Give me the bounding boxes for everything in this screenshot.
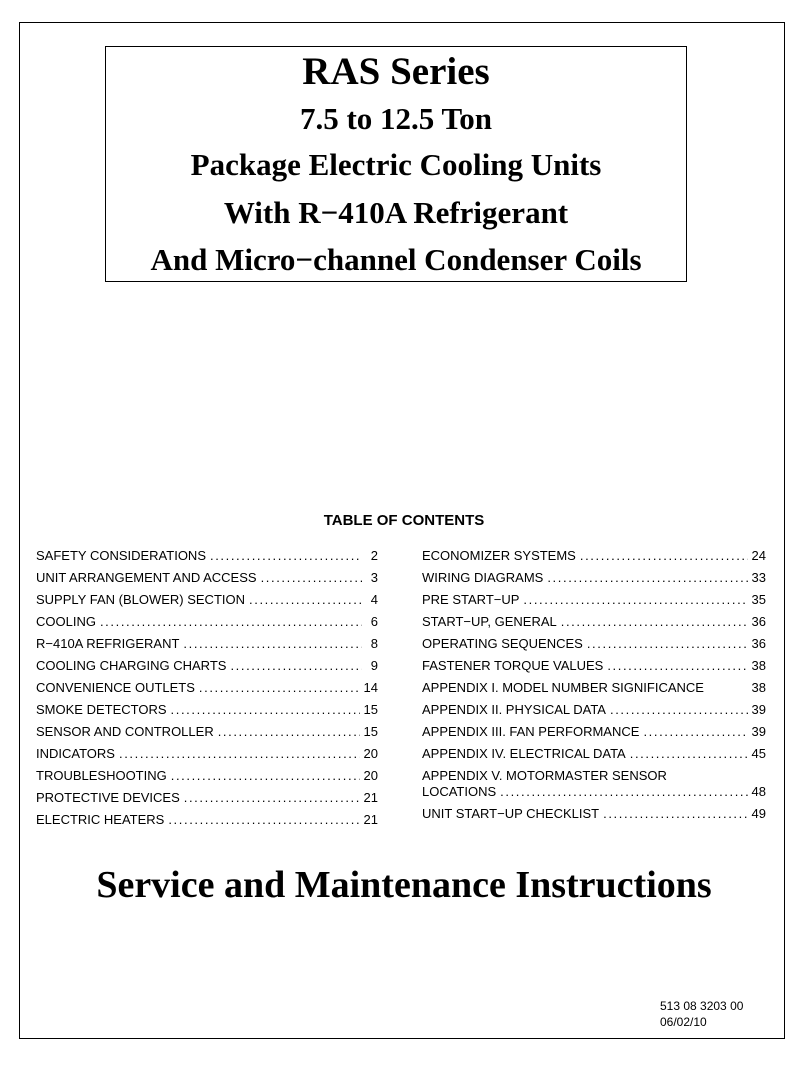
toc-entry-label-continued: LOCATIONS	[422, 784, 497, 799]
toc-entry-page: 21	[363, 790, 378, 805]
toc-entry[interactable]	[36, 586, 378, 608]
toc-entry-page: 6	[370, 614, 378, 629]
toc-entry-page: 4	[370, 592, 378, 607]
toc-entry-page: 9	[370, 658, 378, 673]
toc-entry-page: 20	[363, 768, 378, 783]
toc-entry-label: CONVENIENCE OUTLETS	[36, 680, 195, 695]
title-box	[105, 46, 687, 282]
toc-entry-label: PROTECTIVE DEVICES	[36, 790, 180, 805]
document-title: Service and Maintenance Instructions	[96, 864, 712, 906]
toc-leader	[100, 614, 362, 630]
toc-entry[interactable]	[36, 608, 378, 630]
toc-leader	[171, 702, 360, 718]
toc-entry-label: FASTENER TORQUE VALUES	[422, 658, 604, 673]
toc-entry-page: 21	[363, 812, 378, 827]
toc-leader	[610, 702, 748, 718]
toc-leader	[184, 790, 360, 806]
toc-entry-label: WIRING DIAGRAMS	[422, 570, 544, 585]
toc-leader	[183, 636, 362, 652]
toc-entry-page: 20	[363, 746, 378, 761]
toc-entry-page: 45	[751, 746, 766, 761]
toc-leader	[168, 812, 359, 828]
toc-entry-label: APPENDIX V. MOTORMASTER SENSOR	[422, 768, 667, 783]
toc-entry-page: 35	[751, 592, 766, 607]
toc-entry[interactable]	[422, 652, 766, 674]
toc-entry-page: 49	[751, 806, 766, 821]
toc-entry[interactable]	[36, 652, 378, 674]
toc-entry[interactable]	[36, 630, 378, 652]
toc-entry-label: PRE START−UP	[422, 592, 520, 607]
toc-entry[interactable]	[36, 718, 378, 740]
document-number-block	[660, 998, 743, 1030]
toc-entry-label: OPERATING SEQUENCES	[422, 636, 583, 651]
toc-leader	[210, 548, 362, 564]
toc-entry-page: 3	[370, 570, 378, 585]
toc-entry-page: 2	[370, 548, 378, 563]
toc-entry-label: SMOKE DETECTORS	[36, 702, 167, 717]
toc-entry-page: 36	[751, 614, 766, 629]
toc-leader	[561, 614, 748, 630]
toc-entry-page: 38	[751, 680, 766, 695]
toc-entry-page: 15	[363, 702, 378, 717]
toc-leader	[199, 680, 360, 696]
toc-entry-page: 24	[751, 548, 766, 563]
toc-entry-label: START−UP, GENERAL	[422, 614, 557, 629]
toc-leader	[218, 724, 360, 740]
toc-entry-label: TROUBLESHOOTING	[36, 768, 167, 783]
toc-entry[interactable]	[36, 696, 378, 718]
toc-leader	[249, 592, 362, 608]
toc-entry[interactable]	[36, 762, 378, 784]
toc-entry-page: 15	[363, 724, 378, 739]
toc-leader	[500, 784, 747, 800]
toc-leader	[587, 636, 748, 652]
toc-leader	[607, 658, 747, 674]
toc-entry[interactable]	[422, 800, 766, 822]
toc-entry-page: 33	[751, 570, 766, 585]
toc-entry-label: SUPPLY FAN (BLOWER) SECTION	[36, 592, 246, 607]
toc-entry-label: APPENDIX II. PHYSICAL DATA	[422, 702, 606, 717]
toc-left-column	[36, 542, 378, 828]
toc-entry-label: R−410A REFRIGERANT	[36, 636, 180, 651]
toc-entry[interactable]	[36, 674, 378, 696]
toc-entry-label: APPENDIX I. MODEL NUMBER SIGNIFICANCE	[422, 680, 704, 695]
toc-entry-label: APPENDIX IV. ELECTRICAL DATA	[422, 746, 626, 761]
toc-entry[interactable]	[36, 784, 378, 806]
toc-entry[interactable]	[422, 608, 766, 630]
toc-entry[interactable]	[36, 564, 378, 586]
toc-entry-label: ELECTRIC HEATERS	[36, 812, 165, 827]
document-number: 513 08 3203 00	[660, 999, 744, 1013]
toc-entry[interactable]	[422, 564, 766, 586]
toc-entry-page: 39	[751, 702, 766, 717]
series-title: RAS Series	[302, 50, 490, 93]
toc-entry-label: ECONOMIZER SYSTEMS	[422, 548, 576, 563]
toc-leader	[171, 768, 360, 784]
document-date: 06/02/10	[660, 1015, 707, 1029]
toc-right-column	[422, 542, 766, 822]
toc-leader	[630, 746, 748, 762]
toc-entry-label: INDICATORS	[36, 746, 115, 761]
toc-entry-label: COOLING CHARGING CHARTS	[36, 658, 227, 673]
toc-entry-page: 8	[370, 636, 378, 651]
toc-leader	[119, 746, 360, 762]
refrigerant-subtitle: With R−410A Refrigerant	[223, 195, 569, 230]
toc-heading: TABLE OF CONTENTS	[323, 512, 485, 529]
toc-leader	[261, 570, 362, 586]
tonnage-subtitle: 7.5 to 12.5 Ton	[299, 101, 493, 136]
toc-entry[interactable]	[422, 718, 766, 740]
toc-entry-label: COOLING	[36, 614, 96, 629]
toc-entry-label: UNIT START−UP CHECKLIST	[422, 806, 600, 821]
toc-leader	[580, 548, 748, 564]
toc-leader	[523, 592, 747, 608]
toc-entry[interactable]	[422, 674, 766, 696]
toc-entry-label: SAFETY CONSIDERATIONS	[36, 548, 206, 563]
coil-subtitle: And Micro−channel Condenser Coils	[150, 242, 642, 277]
toc-leader	[643, 724, 747, 740]
toc-leader	[547, 570, 747, 586]
toc-entry[interactable]	[422, 762, 766, 800]
toc-entry[interactable]	[36, 740, 378, 762]
toc-leader	[603, 806, 747, 822]
toc-entry[interactable]	[36, 542, 378, 564]
toc-entry-page: 38	[751, 658, 766, 673]
toc-entry[interactable]	[422, 740, 766, 762]
toc-entry[interactable]	[422, 696, 766, 718]
toc-entry[interactable]	[36, 806, 378, 828]
toc-entry[interactable]	[422, 542, 766, 564]
product-subtitle: Package Electric Cooling Units	[190, 147, 602, 182]
toc-entry-label: APPENDIX III. FAN PERFORMANCE	[422, 724, 640, 739]
toc-entry-label: SENSOR AND CONTROLLER	[36, 724, 214, 739]
toc-entry[interactable]	[422, 630, 766, 652]
toc-entry-page: 14	[363, 680, 378, 695]
toc-entry-label: UNIT ARRANGEMENT AND ACCESS	[36, 570, 257, 585]
toc-entry-page: 39	[751, 724, 766, 739]
toc-entry-page: 36	[751, 636, 766, 651]
toc-leader	[230, 658, 362, 674]
toc-entry[interactable]	[422, 586, 766, 608]
toc-entry-page: 48	[751, 784, 766, 799]
